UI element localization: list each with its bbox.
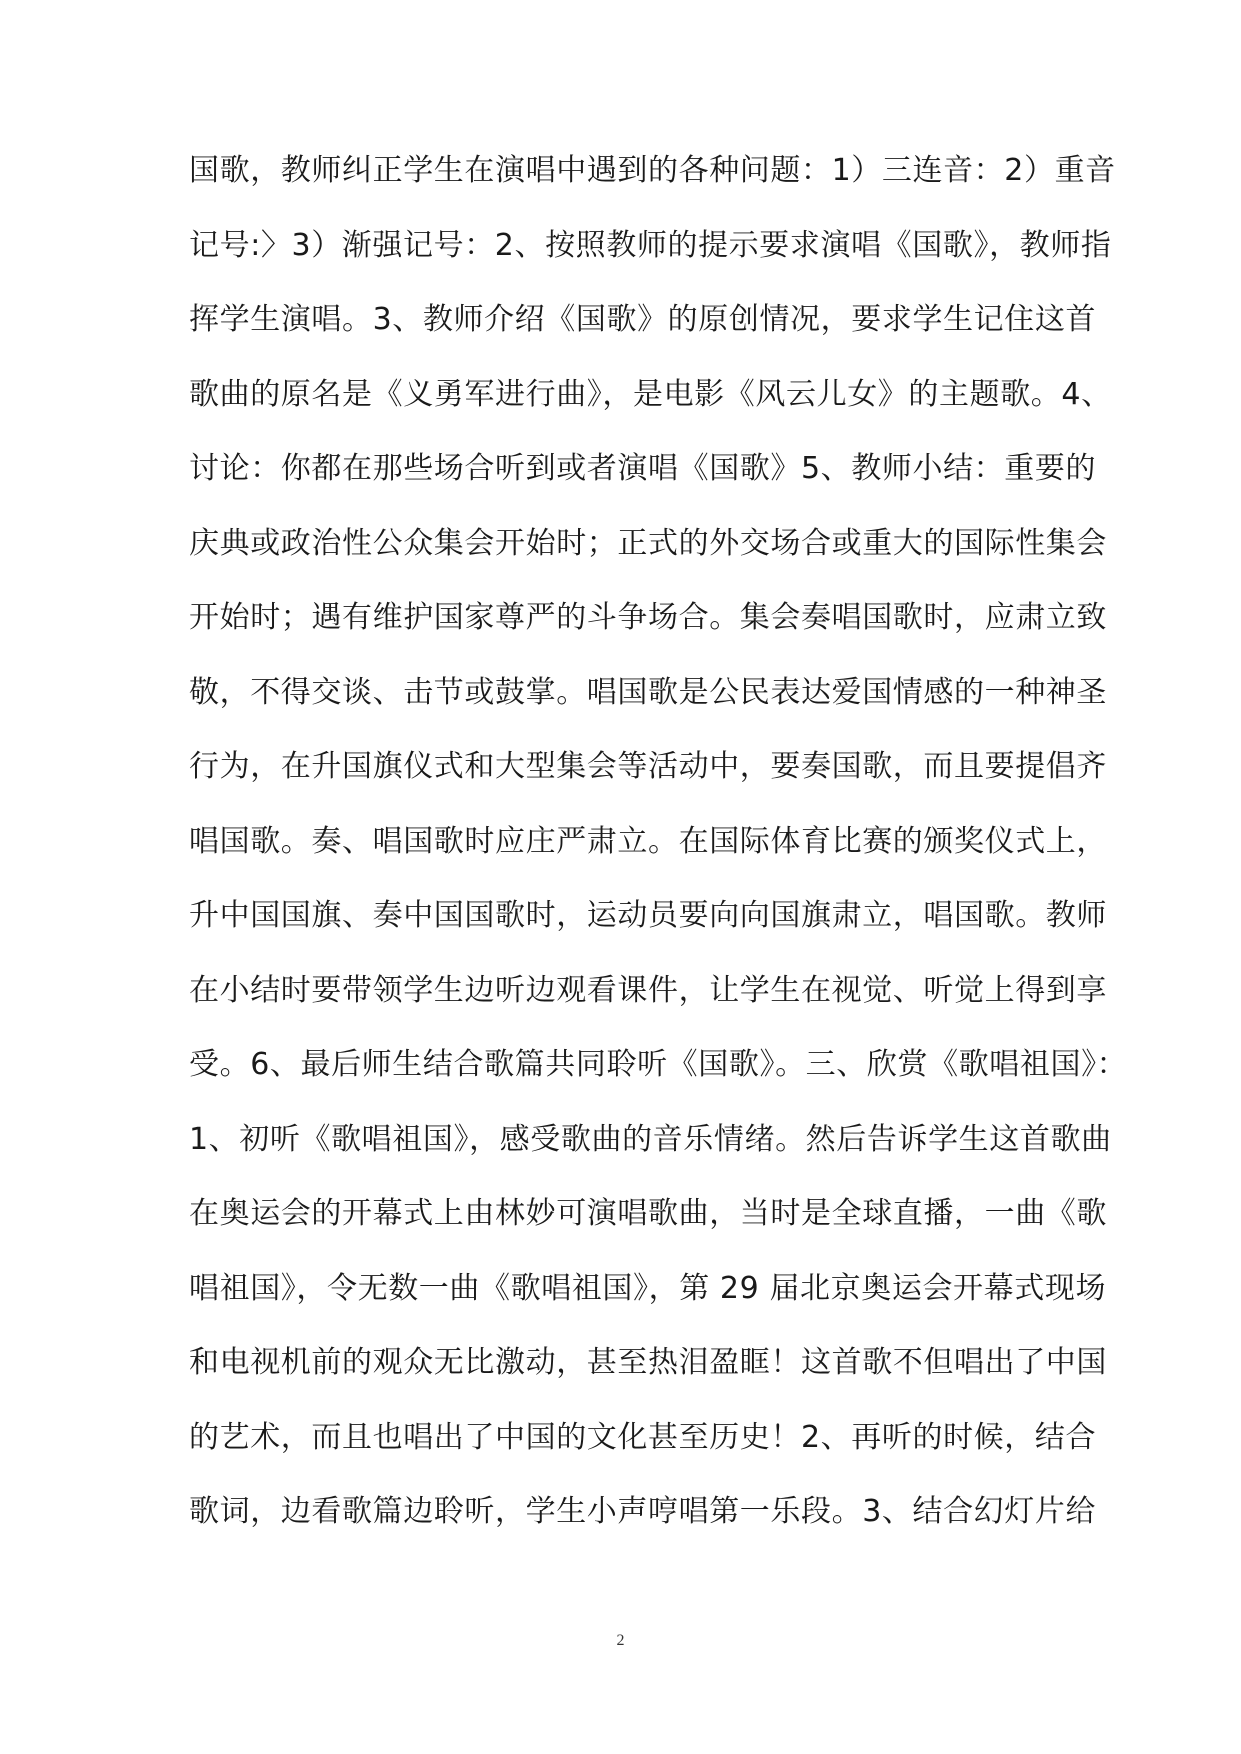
text-line: 国歌，教师纠正学生在演唱中遇到的各种问题：1）三连音：2）重音 [189, 153, 1116, 188]
text-line: 敬，不得交谈、击节或鼓掌。唱国歌是公民表达爱国情感的一种神圣 [189, 674, 1107, 710]
page-number: 2 [616, 1632, 625, 1649]
text-line: 和电视机前的观众无比激动，甚至热泪盈眶！这首歌不但唱出了中国 [189, 1345, 1107, 1380]
body-text [189, 146, 1128, 1562]
text-line: 升中国国旗、奏中国国歌时，运动员要向向国旗肃立，唱国歌。教师 [189, 898, 1107, 933]
text-line: 挥学生演唱。3、教师介绍《国歌》的原创情况，要求学生记住这首 [189, 302, 1097, 337]
text-line: 歌词，边看歌篇边聆听，学生小声哼唱第一乐段。3、结合幻灯片给 [189, 1494, 1097, 1529]
text-line: 1、初听《歌唱祖国》，感受歌曲的音乐情绪。然后告诉学生这首歌曲 [189, 1121, 1112, 1157]
text-line: 讨论：你都在那些场合听到或者演唱《国歌》5、教师小结：重要的 [189, 451, 1097, 486]
text-line: 庆典或政治性公众集会开始时；正式的外交场合或重大的国际性集会 [189, 525, 1107, 561]
text-line: 记号:〉3）渐强记号：2、按照教师的提示要求演唱《国歌》，教师指 [189, 227, 1112, 263]
text-line: 的艺术，而且也唱出了中国的文化甚至历史！2、再听的时候，结合 [189, 1419, 1097, 1455]
text-line: 歌曲的原名是《义勇军进行曲》，是电影《风云儿女》的主题歌。4、 [189, 376, 1112, 412]
text-line: 唱祖国》，令无数一曲《歌唱祖国》，第 29 届北京奥运会开幕式现场 [189, 1270, 1107, 1306]
text-line: 在奥运会的开幕式上由林妙可演唱歌曲，当时是全球直播，一曲《歌 [189, 1196, 1107, 1231]
text-line: 受。6、最后师生结合歌篇共同聆听《国歌》。三、欣赏《歌唱祖国》： [189, 1047, 1128, 1082]
text-line: 行为，在升国旗仪式和大型集会等活动中，要奏国歌，而且要提倡齐 [189, 749, 1107, 784]
text-line: 开始时；遇有维护国家尊严的斗争场合。集会奏唱国歌时，应肃立致 [189, 600, 1107, 635]
text-line: 在小结时要带领学生边听边观看课件，让学生在视觉、听觉上得到享 [189, 972, 1107, 1008]
text-line: 唱国歌。奏、唱国歌时应庄严肃立。在国际体育比赛的颁奖仪式上， [189, 823, 1107, 859]
